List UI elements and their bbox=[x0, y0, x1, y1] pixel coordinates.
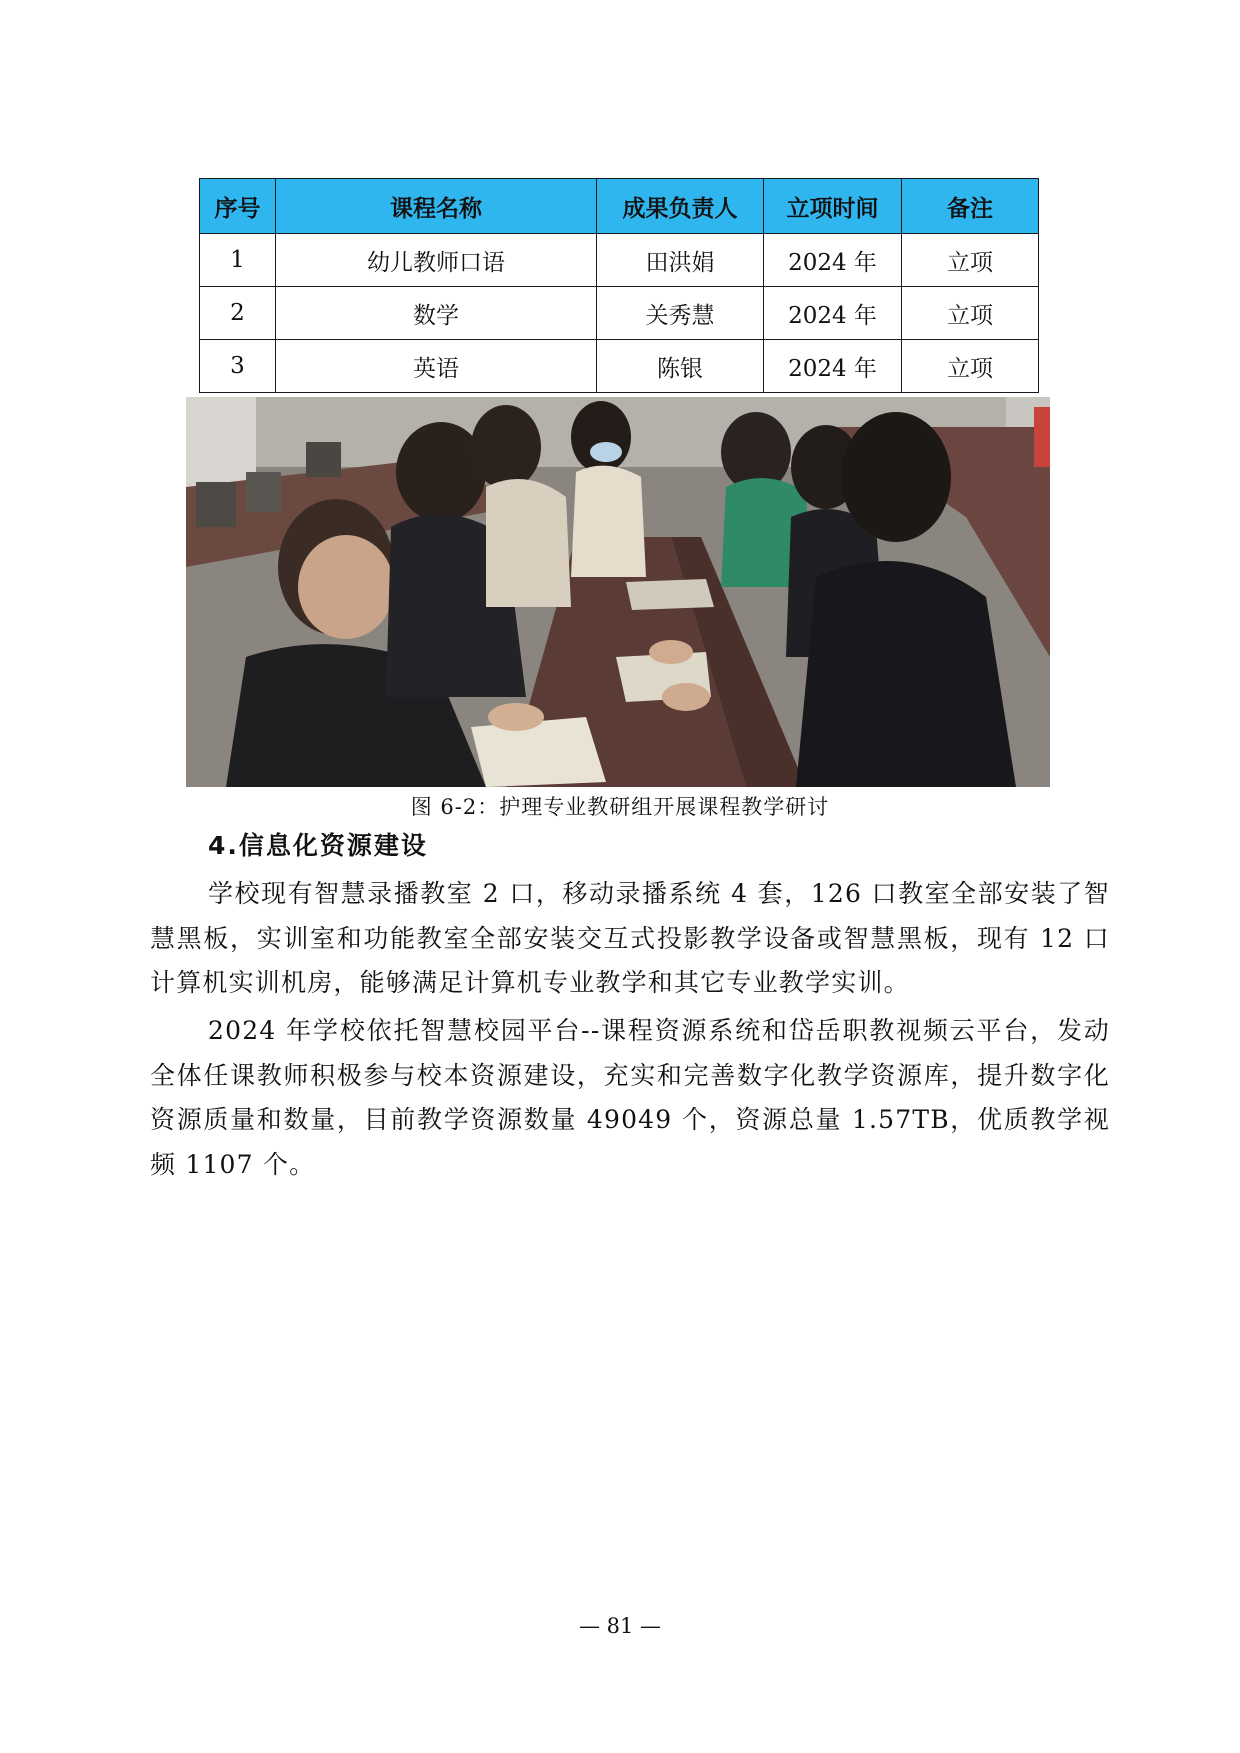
section-heading: 4.信息化资源建设 bbox=[208, 831, 428, 860]
header-course-name: 课程名称 bbox=[276, 179, 597, 234]
table-row bbox=[200, 234, 1039, 287]
paragraph: 2024 年学校依托智慧校园平台--课程资源系统和岱岳职教视频云平台，发动全体任课教师积极参与校本资源建设，充实和完善数字化教学资源库，提升数字化资源质量和数量，目前教学资源数量 49049 个，资源总量 1.57TB，优质教学视频 1107 个。 bbox=[150, 1016, 1110, 1179]
cell-remarks: 立项 bbox=[902, 287, 1039, 340]
table-row bbox=[200, 287, 1039, 340]
cell-approval-time: 2024 年 bbox=[764, 234, 902, 287]
cell-course-name: 幼儿教师口语 bbox=[276, 234, 597, 287]
header-owner: 成果负责人 bbox=[597, 179, 764, 234]
cell-course-name: 数学 bbox=[276, 287, 597, 340]
header-approval-time: 立项时间 bbox=[764, 179, 902, 234]
header-index: 序号 bbox=[200, 179, 276, 234]
course-table bbox=[199, 178, 1039, 393]
cell-approval-time: 2024 年 bbox=[764, 340, 902, 393]
table-row bbox=[200, 340, 1039, 393]
cell-approval-time: 2024 年 bbox=[764, 287, 902, 340]
cell-owner: 陈银 bbox=[597, 340, 764, 393]
cell-index: 2 bbox=[200, 287, 276, 340]
cell-remarks: 立项 bbox=[902, 340, 1039, 393]
page-number: — 81 — bbox=[578, 1614, 662, 1638]
table-header-row bbox=[200, 179, 1039, 234]
figure-caption: 图 6-2：护理专业教研组开展课程教学研讨 bbox=[410, 795, 830, 819]
cell-course-name: 英语 bbox=[276, 340, 597, 393]
cell-index: 1 bbox=[200, 234, 276, 287]
cell-remarks: 立项 bbox=[902, 234, 1039, 287]
header-remarks: 备注 bbox=[902, 179, 1039, 234]
meeting-photo bbox=[186, 397, 1050, 787]
cell-owner: 关秀慧 bbox=[597, 287, 764, 340]
cell-owner: 田洪娟 bbox=[597, 234, 764, 287]
paragraph: 学校现有智慧录播教室 2 口，移动录播系统 4 套，126 口教室全部安装了智慧黑板，实训室和功能教室全部安装交互式投影教学设备或智慧黑板，现有 12 口计算机实训机房，能够满足计算机专业教学和其它专业教学实训。 bbox=[150, 879, 1110, 997]
cell-index: 3 bbox=[200, 340, 276, 393]
